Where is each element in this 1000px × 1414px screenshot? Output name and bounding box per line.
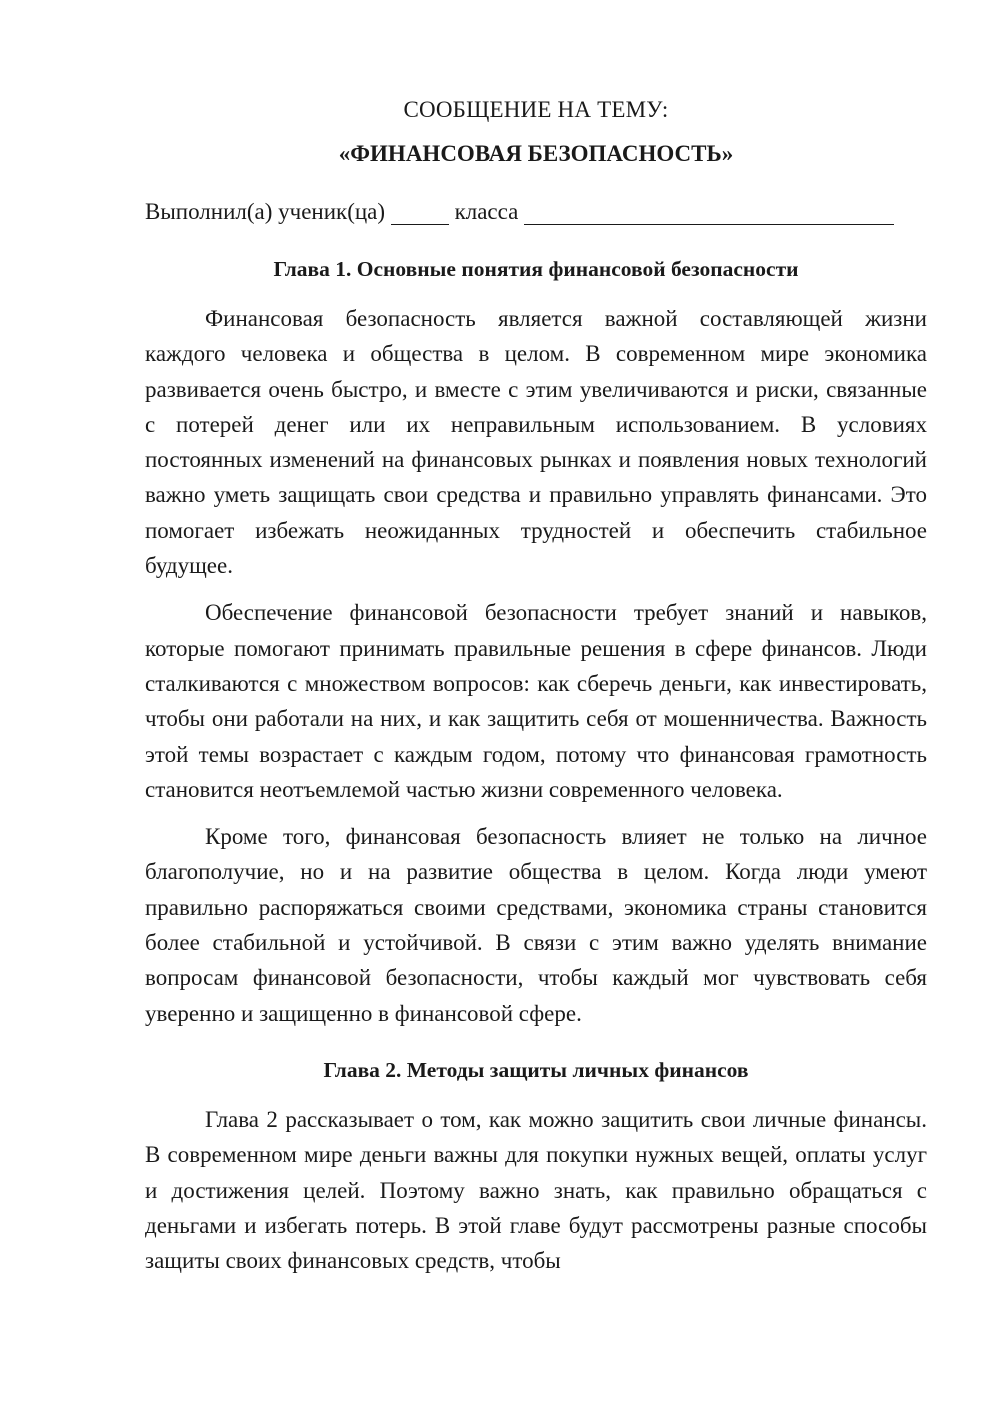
chapter1-heading: Глава 1. Основные понятия финансовой безопасности	[273, 257, 799, 281]
chapter1-paragraph-2: Обеспечение финансовой безопасности требует знаний и навыков, которые помогают принимать правильные решения в сфере финансов. Люди сталкиваются с множеством вопросов: как сберечь деньги, как инвестировать, чтобы они работали на них, и как защитить себя от мошенничества. Важность этой темы возрастает с каждым годом, потому что финансовая грамотность становится неотъемлемой частью жизни современного человека.	[145, 600, 927, 802]
document-title-line1: СООБЩЕНИЕ НА ТЕМУ:	[403, 97, 669, 122]
chapter2-paragraph-1: Глава 2 рассказывает о том, как можно защитить свои личные финансы. В современном мире деньги важны для покупки нужных вещей, оплаты услуг и достижения целей. Поэтому важно знать, как правильно обращаться с деньгами и избегать потерь. В этой главе будут рассмотрены разные способы защиты своих финансовых средств, чтобы	[145, 1106, 927, 1274]
author-line	[145, 192, 927, 232]
author-prefix: Выполнил(а) ученик(ца)	[145, 199, 386, 224]
name-blank	[524, 200, 894, 225]
chapter2-heading: Глава 2. Методы защиты личных финансов	[323, 1057, 749, 1082]
chapter1-paragraph-3: Кроме того, финансовая безопасность влияет не только на личное благополучие, но и на развитие общества в целом. Когда люди умеют правильно распоряжаться своими средствами, экономика страны становится более стабильной и устойчивой. В связи с этим важно уделять внимание вопросам финансовой безопасности, чтобы каждый мог чувствовать себя уверенно и защищенно в финансовой сфере.	[145, 824, 927, 1026]
grade-blank	[391, 200, 449, 225]
document-title-line2: «ФИНАНСОВАЯ БЕЗОПАСНОСТЬ»	[338, 141, 734, 166]
author-middle: класса	[454, 199, 519, 224]
document-page	[145, 90, 927, 1278]
chapter1-paragraph-1: Финансовая безопасность является важной составляющей жизни каждого человека и общества в целом. В современном мире экономика развивается очень быстро, и вместе с этим увеличиваются и риски, связанные с потерей денег или их неправильным использованием. В условиях постоянных изменений на финансовых рынках и появления новых технологий важно уметь защищать свои средства и правильно управлять финансами. Это помогает избежать неожиданных трудностей и обеспечить стабильное будущее.	[145, 306, 927, 579]
